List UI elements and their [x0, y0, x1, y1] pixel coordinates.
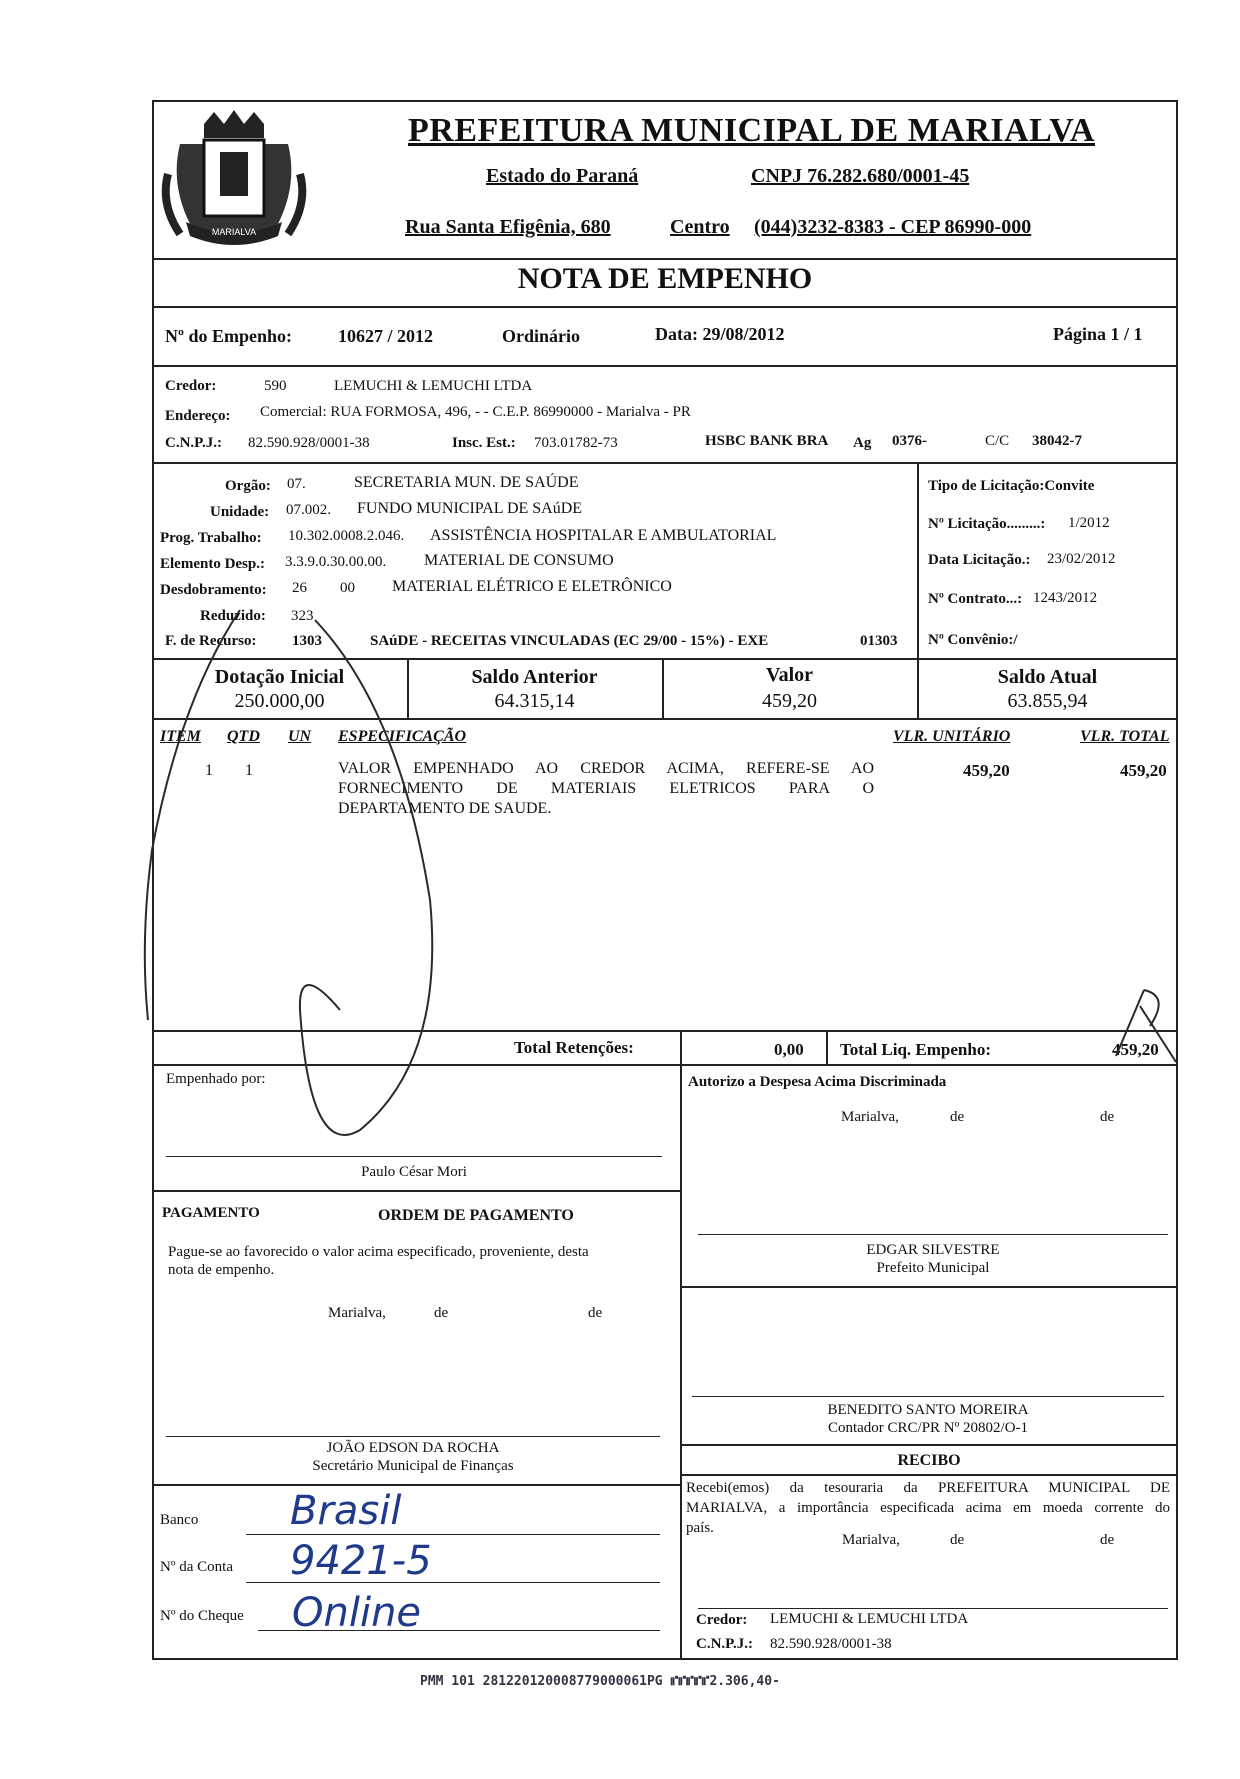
recurso-name: SAúDE - RECEITAS VINCULADAS (EC 29/00 - 15%) - EXE	[370, 633, 769, 649]
saldo-atual-label: Saldo Atual	[997, 666, 1098, 688]
address-label: Endereço:	[165, 408, 231, 424]
page-number: Página 1 / 1	[1053, 324, 1143, 344]
pagamento-de1: de	[434, 1305, 449, 1321]
document-title: NOTA DE EMPENHO	[517, 262, 813, 295]
conta-handwritten: 9421-5	[290, 1538, 432, 1584]
item-desc-line3: DEPARTAMENTO DE SAUDE.	[338, 800, 552, 817]
svg-text:MARIALVA: MARIALVA	[211, 227, 257, 237]
municipality-cnpj: CNPJ 76.282.680/0001-45	[751, 165, 970, 187]
tipo-licitacao: Tipo de Licitação:Convite	[928, 478, 1095, 494]
cc-label: C/C	[985, 433, 1010, 449]
col-vlr-unitario: VLR. UNITÁRIO	[893, 728, 1011, 745]
retencoes-value: 0,00	[774, 1040, 804, 1059]
credor-name: LEMUCHI & LEMUCHI LTDA	[334, 378, 533, 394]
autorizo-title: Autorizo a Despesa Acima Discriminada	[688, 1074, 947, 1090]
col-item: ITEM	[160, 728, 201, 745]
orgao-value: 07.	[287, 476, 306, 492]
item-number: 1	[205, 762, 213, 779]
street-address: Rua Santa Efigênia, 680	[405, 216, 611, 238]
reduzido-label: Reduzido:	[200, 608, 266, 624]
reduzido-value: 323	[291, 608, 314, 624]
empenhado-name: Paulo César Mori	[361, 1164, 467, 1180]
pagamento-city: Marialva,	[328, 1305, 386, 1321]
licitacao-date: 23/02/2012	[1047, 551, 1116, 567]
recibo-text-3: país.	[686, 1520, 714, 1536]
banco-handwritten: Brasil	[290, 1488, 402, 1534]
empenho-type: Ordinário	[502, 326, 581, 346]
contador-name: BENEDITO SANTO MOREIRA	[827, 1402, 1029, 1418]
ag-value: 0376-	[892, 433, 927, 449]
municipality-title: PREFEITURA MUNICIPAL DE MARIALVA	[408, 112, 1095, 149]
col-especificacao: ESPECIFICAÇÃO	[338, 728, 467, 745]
desdobramento-value: 26	[292, 580, 307, 596]
contrato-value: 1243/2012	[1033, 590, 1098, 606]
district: Centro	[670, 216, 730, 238]
desdobramento-label: Desdobramento:	[160, 582, 267, 598]
autorizo-city: Marialva,	[841, 1109, 899, 1125]
valor-value: 459,20	[762, 690, 817, 712]
licitacao-number-label: Nº Licitação.........:	[928, 516, 1046, 532]
pagamento-label: PAGAMENTO	[162, 1205, 260, 1221]
col-un: UN	[288, 728, 312, 745]
item-desc-line2	[338, 780, 874, 798]
saldo-anterior-label: Saldo Anterior	[471, 666, 598, 688]
conta-label: Nº da Conta	[160, 1559, 233, 1575]
recibo-credor: LEMUCHI & LEMUCHI LTDA	[770, 1611, 969, 1627]
elemento-label: Elemento Desp.:	[160, 556, 265, 572]
ordem-pagamento-title: ORDEM DE PAGAMENTO	[378, 1207, 574, 1224]
saldo-anterior-value: 64.315,14	[494, 690, 575, 712]
prog-value: 10.302.0008.2.046.	[288, 528, 405, 544]
elemento-value: 3.3.9.0.30.00.00.	[285, 554, 387, 570]
banco-label: Banco	[160, 1512, 199, 1528]
micr-line: PMM 101 281220120008779000061PG ⑈⑈⑈⑈⑈2.306,40-	[420, 1674, 780, 1689]
unidade-value: 07.002.	[286, 502, 331, 518]
contrato-label: Nº Contrato...:	[928, 591, 1023, 607]
recurso-value: 1303	[292, 633, 322, 649]
licitacao-number: 1/2012	[1068, 515, 1110, 531]
secretario-name: JOÃO EDSON DA ROCHA	[326, 1440, 500, 1456]
pagamento-text-2: nota de empenho.	[168, 1262, 275, 1278]
phone-cep: (044)3232-8383 - CEP 86990-000	[754, 216, 1032, 238]
recibo-cnpj: 82.590.928/0001-38	[770, 1636, 892, 1652]
bank-name: HSBC BANK BRA	[705, 433, 829, 449]
recurso-code: 01303	[860, 633, 898, 649]
item-qtd: 1	[245, 762, 253, 779]
item-desc-line2-text: FORNECIMENTO DE MATERIAIS ELETRICOS PARA O	[338, 780, 874, 797]
recibo-text-1-value: Recebi(emos) da tesouraria da PREFEITURA MUNICIPAL DE	[686, 1480, 1170, 1496]
cnpj-label: C.N.P.J.:	[165, 435, 222, 451]
cheque-handwritten: Online	[292, 1590, 422, 1636]
pagamento-de2: de	[588, 1305, 603, 1321]
recibo-credor-label: Credor:	[696, 1612, 748, 1628]
recibo-de2: de	[1100, 1532, 1115, 1548]
credor-address: Comercial: RUA FORMOSA, 496, - - C.E.P. 86990000 - Marialva - PR	[260, 404, 691, 420]
unidade-label: Unidade:	[210, 504, 270, 520]
elemento-name: MATERIAL DE CONSUMO	[424, 552, 614, 569]
item-vlr-unitario: 459,20	[963, 761, 1010, 780]
saldo-atual-value: 63.855,94	[1007, 690, 1088, 712]
prefeito-role: Prefeito Municipal	[876, 1260, 990, 1276]
prog-name: ASSISTÊNCIA HOSPITALAR E AMBULATORIAL	[430, 527, 777, 544]
col-qtd: QTD	[227, 728, 260, 745]
col-vlr-total: VLR. TOTAL	[1080, 728, 1170, 745]
municipal-coat-of-arms	[160, 104, 308, 256]
total-liquido-value: 459,20	[1112, 1040, 1159, 1059]
prefeito-name: EDGAR SILVESTRE	[866, 1242, 1000, 1258]
recibo-text-2	[686, 1500, 1170, 1517]
desdobramento-sub: 00	[340, 580, 355, 596]
state-name: Estado do Paraná	[486, 165, 639, 187]
contador-role: Contador CRC/PR Nº 20802/O-1	[827, 1420, 1029, 1436]
item-vlr-total: 459,20	[1120, 761, 1167, 780]
convenio: Nº Convênio:/	[928, 632, 1018, 648]
valor-label: Valor	[765, 664, 814, 686]
credor-code: 590	[264, 378, 287, 394]
prog-label: Prog. Trabalho:	[160, 530, 262, 546]
empenhado-label: Empenhado por:	[166, 1071, 266, 1087]
empenho-number: 10627 / 2012	[338, 326, 434, 346]
recibo-cnpj-label: C.N.P.J.:	[696, 1636, 753, 1652]
retencoes-label: Total Retenções:	[514, 1038, 634, 1057]
orgao-label: Orgão:	[225, 478, 271, 494]
insc-label: Insc. Est.:	[452, 435, 516, 451]
autorizo-de2: de	[1100, 1109, 1115, 1125]
empenho-date: Data: 29/08/2012	[655, 324, 785, 344]
item-desc-line1-text: VALOR EMPENHADO AO CREDOR ACIMA, REFERE-SE AO	[338, 760, 874, 777]
recurso-label: F. de Recurso:	[165, 633, 257, 649]
recibo-city: Marialva,	[842, 1532, 900, 1548]
licitacao-date-label: Data Licitação.:	[928, 552, 1031, 568]
unidade-name: FUNDO MUNICIPAL DE SAúDE	[357, 500, 583, 517]
ag-label: Ag	[853, 435, 872, 451]
cheque-label: Nº do Cheque	[160, 1608, 244, 1624]
pagamento-text-1: Pague-se ao favorecido o valor acima especificado, proveniente, desta	[168, 1244, 589, 1260]
dotacao-inicial-value: 250.000,00	[234, 690, 325, 712]
autorizo-de1: de	[950, 1109, 965, 1125]
item-desc-line1	[338, 760, 874, 778]
desdobramento-name: MATERIAL ELÉTRICO E ELETRÔNICO	[392, 578, 672, 595]
orgao-name: SECRETARIA MUN. DE SAÚDE	[354, 474, 579, 491]
recibo-de1: de	[950, 1532, 965, 1548]
credor-label: Credor:	[165, 378, 217, 394]
recibo-title: RECIBO	[897, 1452, 961, 1469]
credor-cnpj: 82.590.928/0001-38	[248, 435, 370, 451]
cc-value: 38042-7	[1032, 433, 1082, 449]
recibo-text-1	[686, 1480, 1170, 1497]
secretario-role: Secretário Municipal de Finanças	[312, 1458, 514, 1474]
recibo-text-2-value: MARIALVA, a importância especificada acima em moeda corrente do	[686, 1500, 1170, 1516]
insc-value: 703.01782-73	[534, 435, 618, 451]
empenho-label: Nº do Empenho:	[165, 326, 292, 346]
total-liquido-label: Total Liq. Empenho:	[840, 1040, 991, 1059]
dotacao-inicial-label: Dotação Inicial	[214, 666, 345, 688]
